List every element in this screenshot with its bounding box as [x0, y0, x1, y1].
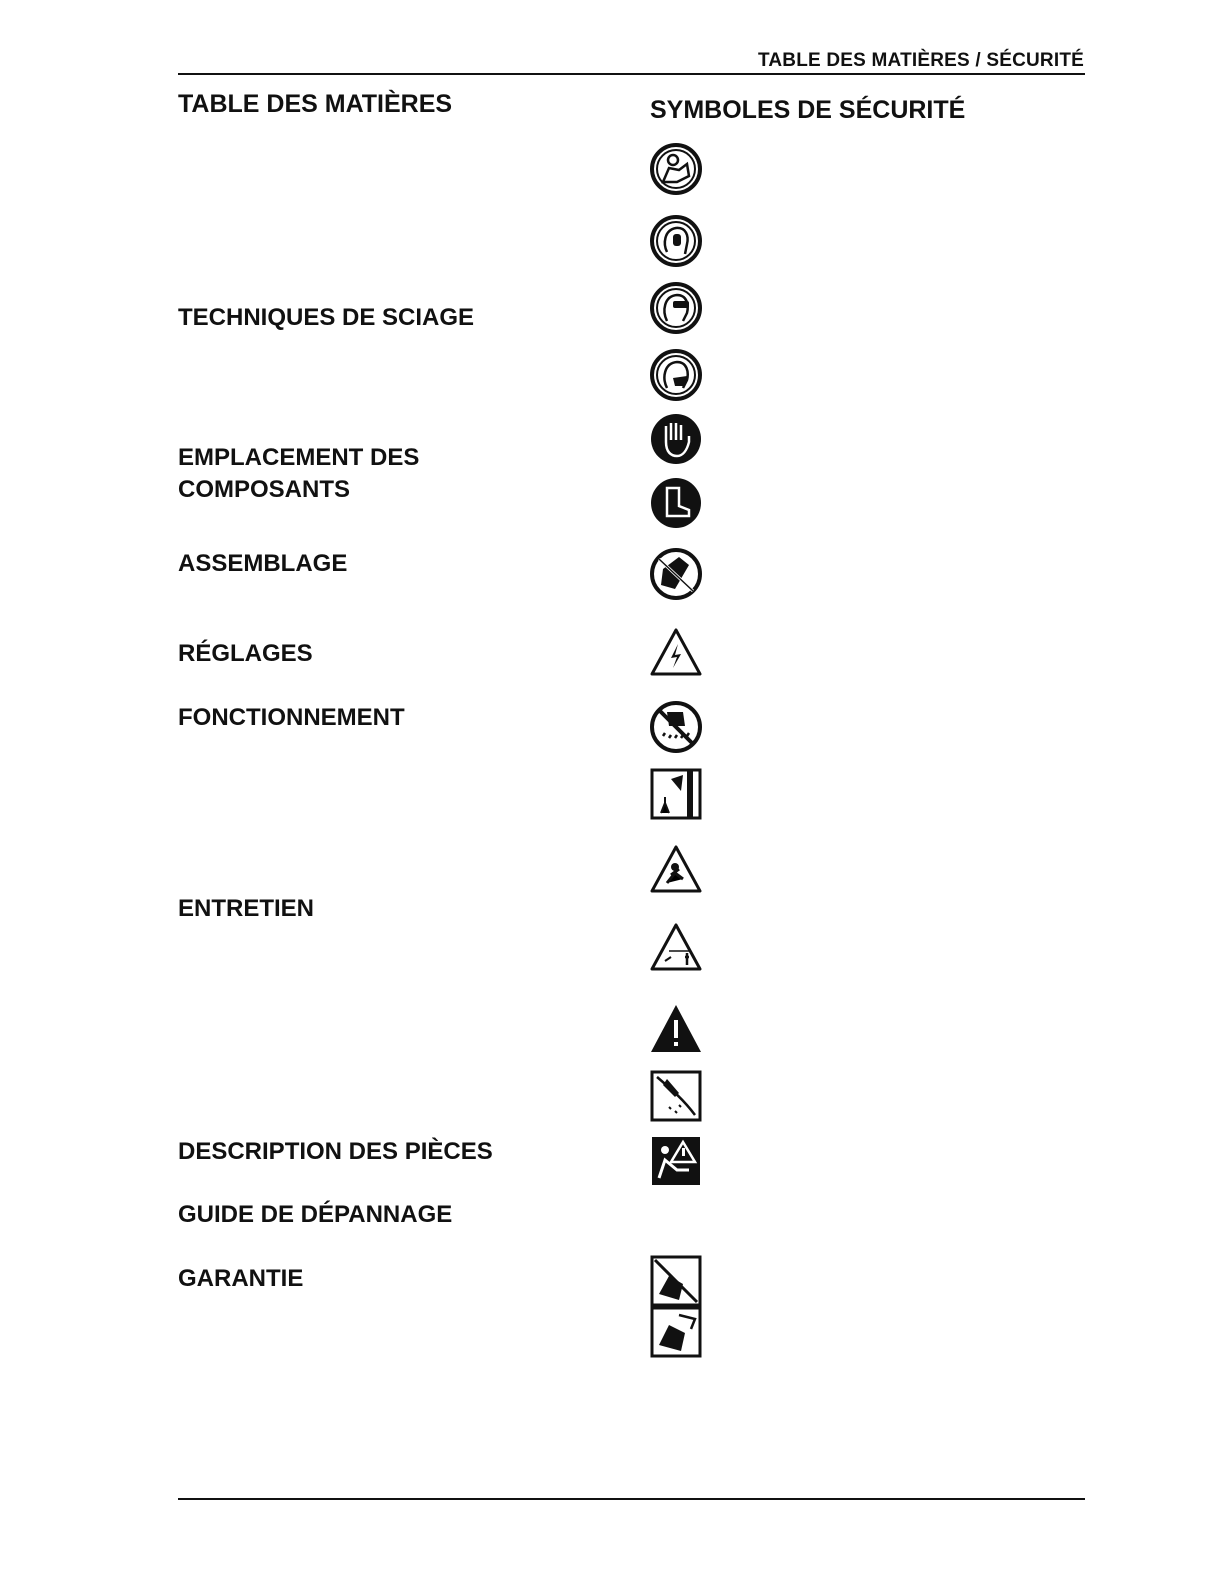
safety-boots-icon	[649, 476, 703, 530]
toc-entry-guide-de-depannage: GUIDE DE DÉPANNAGE	[178, 1201, 453, 1228]
toc-entry-assemblage: ASSEMBLAGE	[178, 550, 348, 577]
toc-entry-emplacement-des-composants: EMPLACEMENT DES COMPOSANTS	[178, 444, 420, 503]
no-rain-exposure-icon	[649, 700, 703, 754]
eye-protection-icon	[649, 281, 703, 335]
falling-objects-icon	[649, 767, 703, 821]
keep-distance-warning-icon	[649, 921, 703, 975]
running-head: TABLE DES MATIÈRES / SÉCURITÉ	[757, 50, 1084, 71]
proper-grip-icon	[649, 1305, 703, 1359]
respiratory-mask-icon	[649, 348, 703, 402]
toc-entry-fonctionnement: FONCTIONNEMENT	[178, 704, 405, 731]
no-improper-grip-icon	[649, 1254, 703, 1308]
header-rule	[178, 73, 1085, 75]
safety-symbols-title: SYMBOLES DE SÉCURITÉ	[650, 96, 966, 124]
hearing-protection-icon	[649, 214, 703, 268]
general-warning-icon	[649, 1002, 703, 1056]
contact-tip-warning-icon	[649, 1069, 703, 1123]
electric-shock-warning-icon	[649, 626, 703, 680]
toc-entry-description-des-pieces: DESCRIPTION DES PIÈCES	[178, 1138, 493, 1165]
read-manual-icon	[649, 142, 703, 196]
toc-entry-garantie: GARANTIE	[178, 1265, 304, 1292]
kickback-warning-icon	[649, 843, 703, 897]
toc-entry-techniques-de-sciage: TECHNIQUES DE SCIAGE	[178, 304, 475, 331]
toc-entry-reglages: RÉGLAGES	[178, 640, 313, 667]
gloves-icon	[649, 412, 703, 466]
footer-rule	[178, 1498, 1085, 1500]
two-handed-operation-icon	[649, 1134, 703, 1188]
toc-title: TABLE DES MATIÈRES	[178, 90, 453, 118]
no-one-handed-operation-icon	[649, 547, 703, 601]
toc-entry-entretien: ENTRETIEN	[178, 895, 315, 922]
